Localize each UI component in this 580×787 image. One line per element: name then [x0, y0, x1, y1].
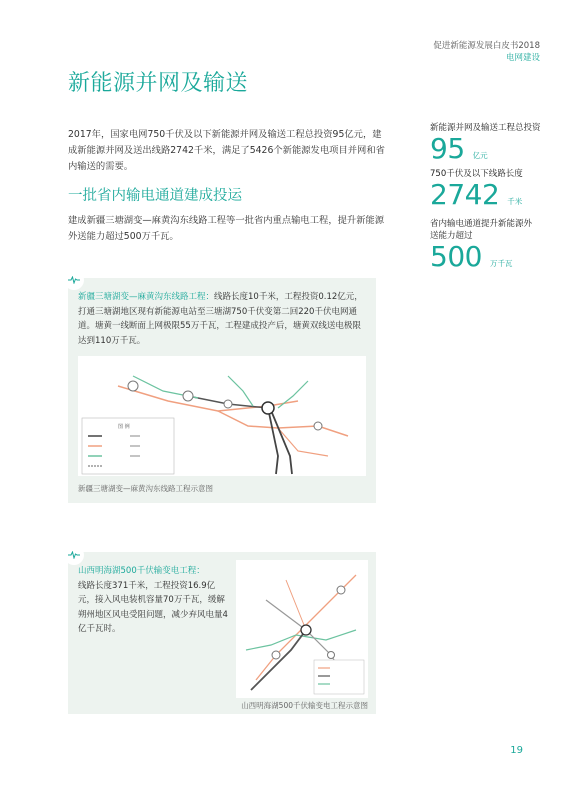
pulse-icon: [64, 270, 84, 290]
section-paragraph: 建成新疆三塘湖变—麻黄沟东线路工程等一批省内重点输电工程，提升新能源外送能力超过500万千瓦。: [68, 215, 385, 242]
case-lead: 新疆三塘湖变—麻黄沟东线路工程：: [78, 292, 215, 302]
stat-label: 省内输电通道提升新能源外送能力超过: [430, 219, 533, 241]
stat-label: 新能源并网及输送工程总投资: [430, 123, 541, 133]
map-caption: 新疆三塘湖变—麻黄沟东线路工程示意图: [78, 484, 213, 493]
grid-map-drawing: [78, 356, 366, 476]
case-text: [78, 290, 366, 348]
pulse-icon: [64, 545, 84, 565]
case-lead: 山西明海湖500千伏输变电工程：: [78, 566, 205, 576]
case-body: 线路长度10千米，工程投资0.12亿元，打通三塘湖地区现有新能源电站至三塘湖750千伏变第二回220千伏电网通道。塘黄一线断面上网极限55万千瓦，工程建成投产后，塘黄双线送电极限达到110万千瓦。: [78, 292, 363, 346]
legend-title: 图 例: [118, 424, 130, 430]
section-subtitle: 一批省内输电通道建成投运: [68, 188, 242, 204]
running-header: [433, 41, 540, 64]
stat-unit: 万千瓦: [489, 259, 513, 268]
stat-value: 95: [430, 132, 465, 165]
stat-capacity: [430, 218, 550, 272]
case-text: [78, 564, 228, 637]
stat-unit: 千米: [507, 197, 523, 206]
header-section: 电网建设: [505, 53, 540, 63]
case-box-xinjiang: [68, 278, 376, 503]
stat-label: 750千伏及以下线路长度: [430, 169, 523, 179]
grid-map-xinjiang: [78, 356, 366, 476]
case-body: 线路长度371千米，工程投资16.9亿元，接入风电装机容量70万千瓦，缓解朔州地区风电受阻问题，减少弃风电量4亿千瓦时。: [78, 580, 228, 634]
grid-map-shanxi: [236, 560, 368, 698]
page-title: 新能源并网及输送: [68, 71, 249, 96]
stat-line-length: [430, 168, 550, 210]
grid-map-drawing: [236, 560, 368, 698]
stat-investment: [430, 122, 550, 164]
map-caption: 山西明海湖500千伏输变电工程示意图: [241, 701, 368, 710]
header-book-title: 促进新能源发展白皮书2018: [433, 41, 540, 51]
stat-value: 2742: [430, 178, 500, 211]
intro-paragraph: 2017年，国家电网750千伏及以下新能源并网及输送工程总投资95亿元，建成新能源并网及送出线路2742千米，满足了5426个新能源发电项目并网和省内输送的需要。: [68, 129, 385, 172]
stats-sidebar: [430, 122, 550, 272]
stat-value: 500: [430, 240, 482, 273]
case-box-shanxi: [68, 552, 376, 714]
stat-unit: 亿元: [472, 151, 488, 160]
page-number: 19: [510, 745, 523, 756]
